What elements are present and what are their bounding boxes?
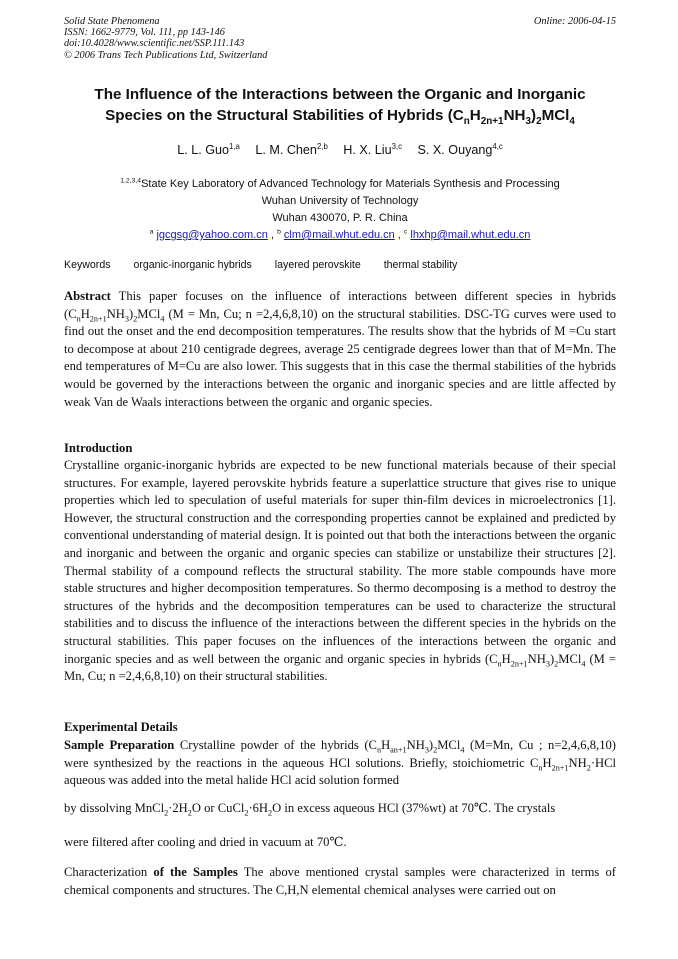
doi-line: doi:10.4028/www.scientific.net/SSP.111.143: [64, 38, 245, 50]
characterization-label: Characterization: [64, 865, 154, 879]
author: L. M. Chen$^{2,b}$: [255, 141, 328, 157]
affiliation-line-1: $^{1,2,3,4}$State Key Laboratory of Advanced Technology for Materials Synthesis and Processing: [120, 177, 560, 190]
sample-preparation-line: by dissolving $MnCl_2\cdot 2H_2O$ or $CuCl_2\cdot 6H_2O$ in excess aqueous HCl (37%wt) at 70℃. The crystals: [64, 801, 556, 818]
sample-preparation-paragraph: Sample Preparation Crystalline powder of the hybrids $(C_nH_{an+1}NH_3)_2MCl_4$ (M=Mn, Cu ; n=2,4,6,8,10) were synthesized by the reactions in the aqueous HCl solutions. Briefly, stoichiometric $C_nH_{2n+1}NH_2\cdot HCl$ aqueous was added into the metal halide HCl acid solution formed: [64, 738, 616, 788]
keywords-line: [64, 259, 616, 271]
characterization-paragraph: Characterization of the Samples The above mentioned crystal samples were characterized in terms of chemical components and structures. The C,H,N elemental chemical analyses were carried out on: [64, 865, 616, 897]
keywords-label: Keywords: [64, 259, 111, 271]
email-link-a[interactable]: jgcgsg@yahoo.com.cn: [156, 229, 268, 241]
sample-preparation-label: Sample Preparation: [64, 738, 175, 752]
running-header: [64, 16, 616, 61]
copyright-line: © 2006 Trans Tech Publications Ltd, Switzerland: [64, 49, 268, 61]
paper-title: [60, 84, 620, 126]
email-line: $^a$ jgcgsg@yahoo.com.cn , $^b$ clm@mail.whut.edu.cn , $^c$ lhxhp@mail.whut.edu.cn: [149, 228, 531, 241]
introduction-paragraph: Crystalline organic-inorganic hybrids are expected to be new functional materials because of their special structures. For example, layered perovskite hybrids feature a superlattice structure that gives rise to unique properties which led to speculation of useful materials for super thin-film devices in microelectronics [1]. However, the structural construction and the corresponding properties cannot be explained and predicted by conventional understanding of material design. It is pointed out that both the interactions between the organic and inorganic and between the organic and organic species can stabilize or unstabilize their structures [2]. Thermal stability of a compound reflects the structural stability. The more stable compounds have more stable structures and higher decomposition temperatures. So thermo decomposing is a method to destroy the structures of the hybrids and the decomposition temperatures can be used to characterize the structural stabilities and to discuss the influence of the interactions between the different species in the hybrids on the structural stabilities. This paper focuses on the influences of the interactions between the organic and inorganic species and as well between the organic and organic species in hybrids $(C_nH_{2n+1}NH_3)_2MCl_4$ (M = Mn, Cu; n =2,4,6,8,10) on their structural stabilities.: [64, 458, 617, 684]
keyword: thermal stability: [383, 259, 458, 271]
email-link-c[interactable]: lhxhp@mail.whut.edu.cn: [410, 229, 531, 241]
affiliation-line-2: Wuhan University of Technology: [261, 195, 419, 207]
author: S. X. Ouyang$^{4,c}$: [417, 141, 503, 157]
author: L. L. Guo$^{1,a}$: [177, 141, 240, 157]
abstract-paragraph: Abstract This paper focuses on the influence of interactions between different species in hybrids $(C_nH_{2n+1}NH_3)_2MCl_4$ (M = Mn, Cu; n =2,4,6,8,10) on the structural stabilities. DSC-TG curves were used to find out the onset and the end decomposition temperatures. The results show that the hybrids of M =Cu start to decompose at about 210 centigrade degrees, average 25 centigrade degrees lower than that of M=Mn. The end temperatures of M=Cu are also lower. This suggests that in this case the thermal stabilities of the hybrids would be governed by the interactions between the organic and inorganic species and are little affected by weak Van de Waals interactions between the organic and organic species.: [64, 289, 616, 409]
sample-preparation-line: were filtered after cooling and dried in vacuum at 70℃.: [64, 835, 347, 849]
author: H. X. Liu$^{3,c}$: [343, 141, 402, 157]
journal-name: Solid State Phenomena: [64, 16, 160, 27]
title-line-2: Species on the Structural Stabilities of Hybrids $(C_nH_{2n+1}NH_3)_2MCl_4$: [105, 107, 575, 128]
author-list: [60, 143, 620, 157]
keyword: layered perovskite: [274, 259, 361, 271]
email-link-b[interactable]: clm@mail.whut.edu.cn: [283, 229, 395, 241]
affiliation-line-3: Wuhan 430070, P. R. China: [272, 212, 408, 224]
introduction-heading: Introduction: [64, 441, 133, 455]
issn-line: ISSN: 1662-9779, Vol. 111, pp 143-146: [64, 27, 225, 39]
experimental-heading: Experimental Details: [64, 720, 178, 734]
title-line-1: The Influence of the Interactions between the Organic and Inorganic: [94, 86, 586, 103]
abstract-label: Abstract: [64, 289, 111, 303]
affiliation-block: [60, 176, 620, 244]
keyword: organic-inorganic hybrids: [133, 259, 252, 271]
online-date: Online: 2006-04-15: [533, 16, 616, 27]
